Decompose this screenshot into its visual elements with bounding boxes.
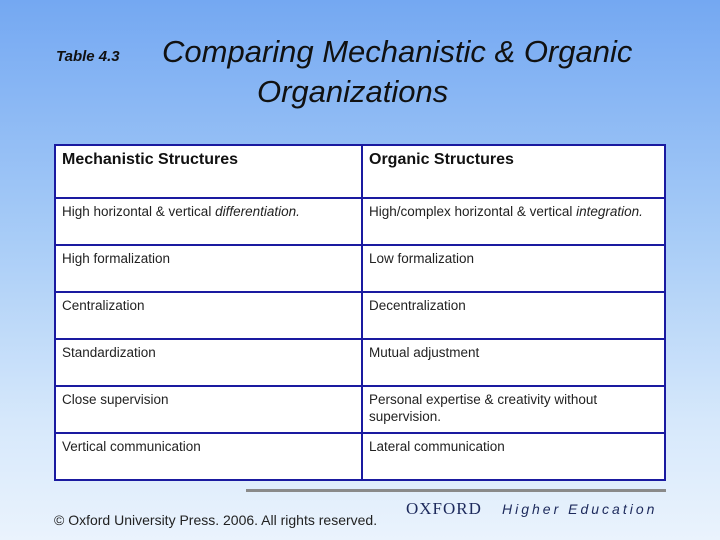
comparison-table bbox=[54, 144, 666, 481]
title-line-1: Comparing Mechanistic & Organic bbox=[162, 34, 633, 69]
mechanistic-cell: Vertical communication bbox=[55, 433, 362, 480]
mechanistic-cell: High formalization bbox=[55, 245, 362, 292]
organic-cell: High/complex horizontal & vertical integration. bbox=[362, 198, 665, 245]
organic-cell: Personal expertise & creativity without supervision. bbox=[362, 386, 665, 433]
table-row bbox=[55, 292, 665, 339]
mechanistic-cell: Centralization bbox=[55, 292, 362, 339]
table-row bbox=[55, 386, 665, 433]
table-row bbox=[55, 198, 665, 245]
copyright-notice: © Oxford University Press. 2006. All rights reserved. bbox=[54, 512, 378, 528]
title-line-2: Organizations bbox=[257, 74, 449, 109]
header-organic: Organic Structures bbox=[362, 145, 665, 198]
organic-cell: Decentralization bbox=[362, 292, 665, 339]
table-row bbox=[55, 339, 665, 386]
organic-cell: Low formalization bbox=[362, 245, 665, 292]
table-row bbox=[55, 433, 665, 480]
division-name: Higher Education bbox=[502, 501, 658, 517]
publisher-logo: OXFORD bbox=[406, 499, 482, 518]
table-label: Table 4.3 bbox=[56, 48, 120, 65]
organic-cell: Mutual adjustment bbox=[362, 339, 665, 386]
header-mechanistic: Mechanistic Structures bbox=[55, 145, 362, 198]
footer-divider bbox=[246, 489, 666, 492]
organic-cell: Lateral communication bbox=[362, 433, 665, 480]
mechanistic-cell: Standardization bbox=[55, 339, 362, 386]
mechanistic-cell: High horizontal & vertical differentiation. bbox=[55, 198, 362, 245]
table-header-row bbox=[55, 145, 665, 198]
table-row bbox=[55, 245, 665, 292]
mechanistic-cell: Close supervision bbox=[55, 386, 362, 433]
